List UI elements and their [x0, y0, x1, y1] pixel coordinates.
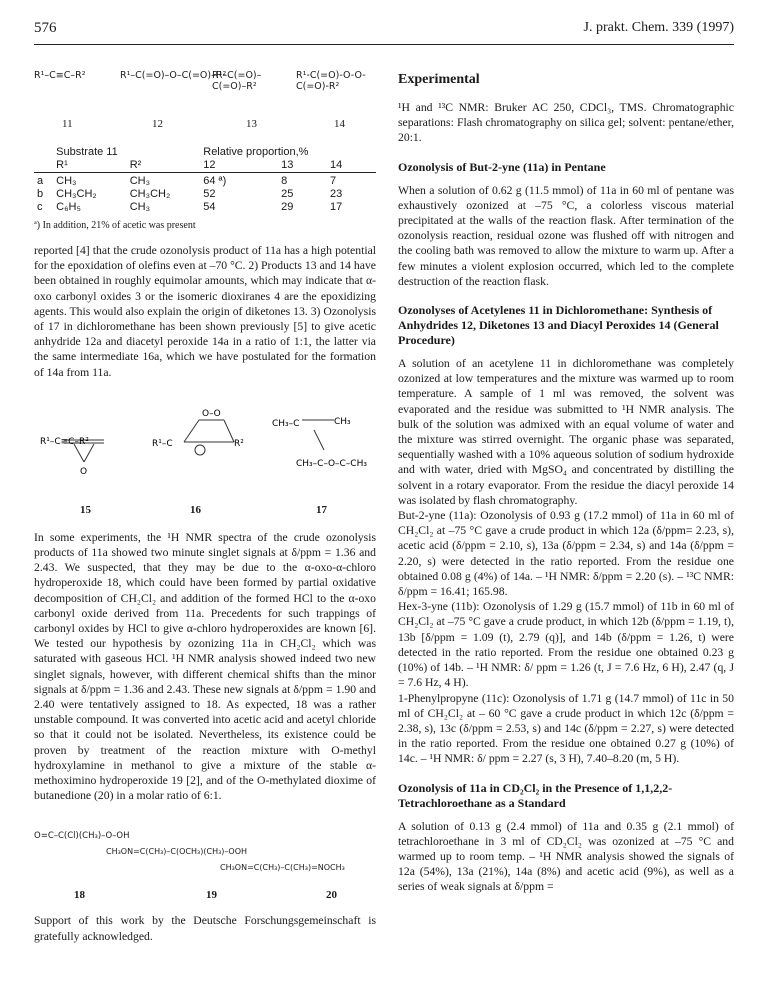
right-paragraph-3: But-2-yne (11a): Ozonolysis of 0.93 g (17.2 mmol) of 11a in 60 ml of CH₂Cl₂ at –75 °C gave a crude product in which 12a (δ/ppm= 2.23, s), acetic acid (δ/ppm = 2.10, s), 13a (δ/ppm = 2.34, s) and 14a (δ/ppm = 2.20, s) were detected in the ratio reported. From the residue one obtained 0.08 g (4%) of 14a. – ¹H NMR: δ/ppm = 2.20 (s). – ¹³C NMR: δ/ppm = 16.41; 165.98.: [398, 509, 734, 599]
structures-top: [34, 62, 376, 146]
label-13: 13: [246, 118, 257, 130]
svg-text:R¹–C: R¹–C: [152, 438, 173, 449]
structure-13: R¹–C(=O)–C(=O)–R²: [212, 70, 262, 92]
svg-text:CH₃: CH₃: [334, 416, 351, 427]
structure-12: R¹–C(=O)–O–C(=O)–R²: [120, 70, 227, 81]
page-number: 576: [34, 20, 57, 36]
label-11: 11: [62, 118, 73, 130]
section-heading-cd2cl2: Ozonolysis of 11a in CD₂Cl₂ in the Presence of 1,1,2,2-Tetrachloroethane as a Standard: [398, 780, 673, 810]
journal-reference: J. prakt. Chem. 339 (1997): [583, 20, 734, 35]
table-row: b CH₃CH₂ CH₃CH₂ 52 25 23: [37, 188, 343, 200]
svg-text:CH₃–C: CH₃–C: [272, 418, 300, 429]
table-head-proportion: Relative proportion,%: [203, 146, 309, 158]
svg-text:CH₃–C–O–C–CH₃: CH₃–C–O–C–CH₃: [296, 458, 367, 469]
table-row: c C₆H₅ CH₃ 54 29 17: [37, 201, 343, 213]
svg-text:O: O: [80, 466, 88, 477]
experimental-heading: Experimental: [398, 72, 480, 87]
label-17: 17: [316, 503, 327, 516]
table-head-substrate: Substrate 11: [56, 146, 118, 158]
table-footnote: ª) In addition, 21% of acetic was present: [34, 220, 196, 231]
left-column: [34, 62, 376, 944]
label-20: 20: [326, 889, 337, 902]
svg-text:R¹–C≡C–R²: R¹–C≡C–R²: [40, 436, 89, 447]
table-head-r2: R²: [129, 159, 142, 171]
structure-11: R¹–C≡C–R²: [34, 70, 86, 81]
nmr-paragraph: ¹H and ¹³C NMR: Bruker AC 250, CDCl₃, TMS. Chromatographic separations: Flash chromatography on silica gel; solvent: pentane/ether, 20:1.: [398, 101, 734, 145]
proportion-table: [34, 146, 376, 214]
acknowledgement: Support of this work by the Deutsche Forschungsgemeinschaft is gratefully acknowledged.: [34, 914, 376, 943]
label-19: 19: [206, 889, 217, 902]
label-15: 15: [80, 503, 91, 516]
right-paragraph-4: Hex-3-yne (11b): Ozonolysis of 1.29 g (15.7 mmol) of 11b in 60 ml of CH₂Cl₂ at –75 °C gave a crude product, in which 12b (δ/ppm = 1.19, t), 13b [δ/ppm = 1.09 (t), 2.79 (q)], and 14b (δ/ppm = 1.26, t) were detected in the ratio reported. From the residue one obtained 0.23 g (10%) of 14b. – ¹H NMR: δ/ ppm = 1.26 (t, J = 7.6 Hz, 6 H), 2.47 (q, J = 7.6 Hz, 4 H).: [398, 600, 734, 690]
right-paragraph-6: A solution of 0.13 g (2.4 mmol) of 11a and 0.35 g (2.1 mmol) of tetrachloroethane in 3 ml of CD₂Cl₂ was ozonized at –75 °C and warmed up to room temp. – ¹H NMR analysis showed the signals of 12a (54%), 13a (21%), 14a (8%) and acetic acid (9%), as well as a series of weak signals at δ/ppm =: [398, 819, 734, 894]
table-head-13: 13: [281, 159, 294, 171]
left-paragraph-1: reported [4] that the crude ozonolysis product of 11a has a high potential for the epoxidation of olefins even at –70 °C. 2) Products 13 and 14 have been obtained in roughly equimolar amounts, which may indicate that α-oxo carbonyl oxides 3 or the isomeric dioxiranes 4 are the epoxidizing agents. This would also explain the origin of diketones 13. 3) Ozonolysis of 17 in dichloromethane has been shown previously [5] to give acetic anhydride 12a and diacetyl peroxide 14a in a ratio of 1:1, the latter via the same intermediate 16a, which we have postulated for the formation of 14a from 11a.: [34, 244, 376, 379]
page-header: [34, 20, 734, 45]
structure-19: CH₃ON=C(CH₃)–C(OCH₃)(CH₃)–OOH: [106, 847, 248, 857]
structure-18: O=C–C(Cl)(CH₃)–O–OH: [34, 831, 130, 842]
section-heading-general-procedure: Ozonolyses of Acetylenes 11 in Dichloromethane: Synthesis of Anhydrides 12, Diketones 13 and Diacyl Peroxides 14 (General Procedure): [398, 303, 719, 348]
label-14: 14: [334, 118, 345, 130]
structures-18-20: [34, 803, 376, 913]
table-head-12: 12: [203, 159, 216, 171]
right-paragraph-1: When a solution of 0.62 g (11.5 mmol) of 11a in 60 ml of pentane was exhaustively ozonized at –75 °C, a colorless viscous material precipitated at the walls of the reaction flask. After termination of the ozonolysis reaction, residual ozone was flushed off with nitrogen and the cooling bath was removed to allow the mixture to warm up. After a few minutes a violent explosion occurred, which led to the complete destruction of the reaction flask.: [398, 183, 734, 288]
right-paragraph-5: 1-Phenylpropyne (11c): Ozonolysis of 1.71 g (14.7 mmol) of 11c in 50 ml of CH₂Cl₂ at – 60 °C gave a crude product in which 12c (δ/ppm = 2.38, s), 13c (δ/ppm = 2.53, s) and 14c (δ/ppm = 2.27, s) were detected in the ratio reported. From the residue one obtained 0.27 g (10%) of 14c. – ¹H NMR: δ/ ppm = 2.27 (s, 3 H), 7.40–8.20 (m, 5 H).: [398, 691, 734, 766]
table-row: a CH₃ CH₃ 64 ª) 8 7: [37, 175, 337, 187]
right-paragraph-2: A solution of an acetylene 11 in dichloromethane was completely ozonized at low temperatures and the mixture was warmed up to room temperature. A sample of 1 ml was removed, the solvent was evaporated and the residue was submitted to ¹H NMR analysis. The bulk of the solution was admixed with an equal volume of water and the mixture was stirred overnight. The organic phase was separated, sequentially washed with a 10% aqueous solution of sodium hydroxide and with water, dried with MgSO₄ and concentrated by distilling the solvent in a rotary evaporator. From the residue the diacyl peroxide 14 was isolated by flash chromatography.: [398, 357, 734, 507]
table-head-14: 14: [330, 159, 343, 171]
label-12: 12: [152, 118, 163, 130]
svg-text:O–O: O–O: [202, 408, 221, 419]
left-paragraph-2: In some experiments, the ¹H NMR spectra of the crude ozonolysis products of 11a showed two minute singlet signals at δ/ppm = 1.36 and 2.43. We suspected, that they may be due to the α-oxo-α-chloro hydroperoxide 18, which could have been formed by partial oxidative decomposition of CH₂Cl₂ and addition of the formed HCl to the α-oxo carbonyl oxide derived from 11a. Precedents for such trappings of carbonyl oxides by HCl to give α-chloro hydroperoxides are known [6]. We tested our hypothesis by ozonizing 11a in CH₂Cl₂ which was saturated with gaseous HCl. ¹H NMR analysis showed indeed two new singlet signals, however, with different chemical shifts than the minor signals at δ/ppm = 1.36 and 2.43. These new signals at δ/ppm = 1.90 and 2.40 were tentatively assigned to 18. As expected, 18 was a rather unstable compound. It was converted into acetic acid and acetyl chloride so that it could not be isolated. Nevertheless, its existence could be proven by treatment of the reaction mixture with O-methyl hydroxylamine in methanol to give a mixture of the stable α-methoximino hydroperoxide 19 [2], and of the O-methylated dioxime of butanedione (20) in a molar ratio of 6:1.: [34, 530, 376, 803]
structure-14: R¹-C(=O)-O-O-C(=O)-R²: [296, 70, 366, 92]
section-heading-ozonolysis-pentane: Ozonolysis of But-2-yne (11a) in Pentane: [398, 159, 606, 174]
right-column: [398, 62, 734, 895]
structures-15-17: [34, 380, 376, 530]
table-head-r1: R¹: [56, 159, 68, 171]
svg-text:R²: R²: [234, 438, 244, 449]
label-16: 16: [190, 503, 201, 516]
structure-20: CH₃ON=C(CH₃)–C(CH₃)=NOCH₃: [220, 863, 345, 873]
label-18: 18: [74, 889, 85, 902]
